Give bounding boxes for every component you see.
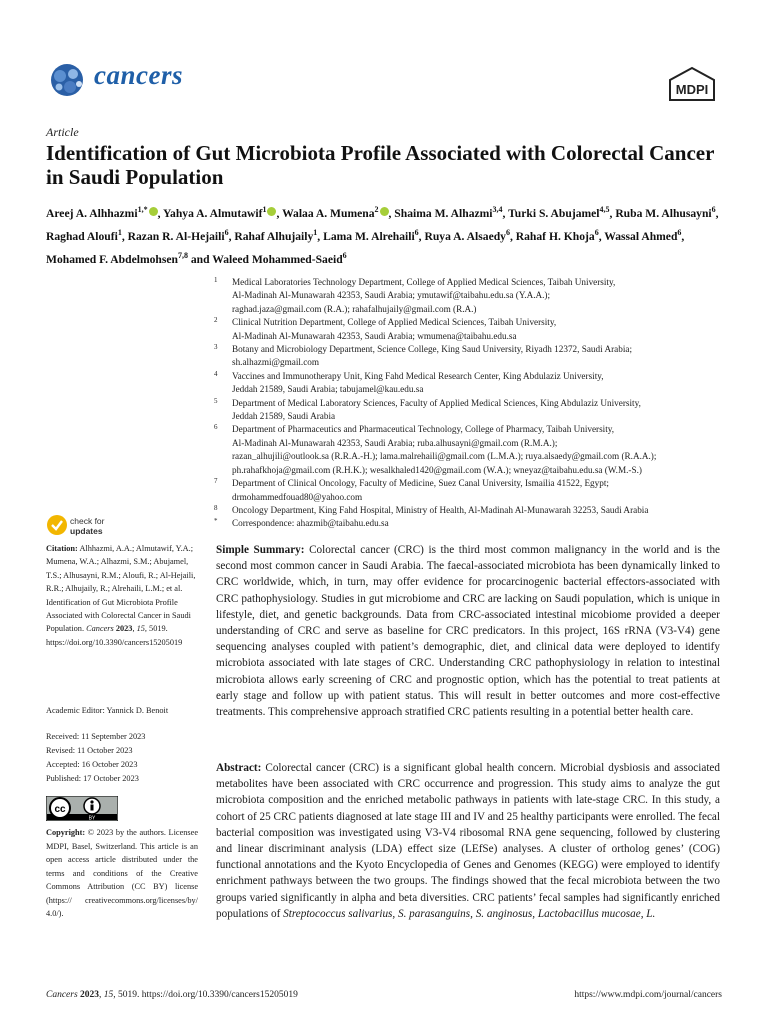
author-affiliation-sup: 6 xyxy=(711,205,716,214)
affiliation-item xyxy=(210,517,730,530)
simple-summary-text: Colorectal cancer (CRC) is the third most common malignancy in the world and is the second most common cancer in Saudi Arabia. The faecal-associated microbiota has been dynamically linked to CRC worldwide, which, in turn, may offer evidence for procarcinogenic bacterial effectors-associated with CRC pathophysiology. Studies in gut microbiome and CRC are lacking on Saudi population, which is unique in lifestyle, diet, and genetic backgrounds. Data from CRC-associated intestinal micobiome provided a deeper understanding of CRC and serve as baseline for CRC predicators. In this project, 16S rRNA (V3-V4) gene sequencing analyses coupled with patient’s demographic, diet, and clinical data were deployed to identify microbiota associated with late stages of CRC. Understanding CRC pathophysiology in relation to intestinal microbiota allows early screening of CRC and prognostic option, which has the potential to treat patients at early stage and follow up with patient status. This will result in better outcomes and more cost-effective treatments. This comprehensive approach stratified CRC patients resulting in a potential better health care. xyxy=(216,544,721,719)
affiliation-line: Al-Madinah Al-Munawarah 42353, Saudi Arabia; wmumena@taibahu.edu.sa xyxy=(232,330,517,341)
affiliation-number: 6 xyxy=(214,423,218,432)
check-for-updates-button[interactable] xyxy=(46,514,116,540)
date-received: Received: 11 September 2023 xyxy=(46,732,146,741)
footer-journal-url[interactable]: https://www.mdpi.com/journal/cancers xyxy=(574,990,722,1000)
affiliation-line: Jeddah 21589, Saudi Arabia xyxy=(232,411,336,422)
author-name: Walaa A. Mumena xyxy=(282,206,375,220)
author-affiliation-sup: 1 xyxy=(313,227,318,237)
author-name: Rahaf H. Khoja xyxy=(515,229,595,243)
affiliation-line: Al-Madinah Al-Munawarah 42353, Saudi Arabia; ruba.alhusayni@gmail.com (R.M.A.); xyxy=(232,437,558,448)
svg-text:BY: BY xyxy=(88,815,96,821)
author-separator: , xyxy=(317,229,324,243)
author-separator: , xyxy=(228,229,235,243)
author-list xyxy=(46,200,736,269)
author-name: Waleed Mohammed-Saeid xyxy=(212,252,343,266)
affiliation-number: 3 xyxy=(214,343,218,352)
author[interactable] xyxy=(515,227,605,243)
check-updates-icon xyxy=(46,514,68,536)
author-name: Shaima M. Alhazmi xyxy=(394,206,493,220)
abstract xyxy=(216,760,720,922)
author-separator: , xyxy=(598,229,605,243)
author[interactable] xyxy=(604,227,685,243)
affiliation-item xyxy=(210,316,730,343)
orcid-icon[interactable] xyxy=(149,207,158,216)
footer-volume: 15 xyxy=(103,990,114,1000)
author-affiliation-sup: 6 xyxy=(505,227,510,237)
footer-year: 2023 xyxy=(80,990,100,1000)
author[interactable] xyxy=(282,207,394,220)
copyright-text: © 2023 by the authors. Licensee MDPI, Basel, Switzerland. This article is an open access article distributed under the terms and conditions of the Creative Commons Attribution (CC BY) license (https:// creativecommons.org/licenses/by/ 4.0/). xyxy=(46,828,199,918)
author-separator: , xyxy=(681,229,685,243)
citation-volume: 15 xyxy=(136,624,145,634)
svg-text:cc: cc xyxy=(54,804,66,815)
copyright-label: Copyright: xyxy=(46,828,86,837)
affiliation-number: 5 xyxy=(214,396,218,405)
author-separator: , xyxy=(276,206,283,220)
journal-name: cancers xyxy=(94,60,183,90)
affiliation-line: Jeddah 21589, Saudi Arabia; tabujamel@kau.edu.sa xyxy=(232,384,424,395)
affiliation-number: 7 xyxy=(214,477,218,486)
author-separator: , xyxy=(502,206,509,220)
cancers-journal-logo xyxy=(46,62,88,98)
author-name: Ruya A. Alsaedy xyxy=(424,229,506,243)
affiliation-line: Medical Laboratories Technology Department, College of Applied Medical Sciences, Taibah University, xyxy=(232,277,616,287)
author[interactable] xyxy=(46,250,213,266)
publication-dates xyxy=(46,730,198,786)
affiliation-line: Oncology Department, King Fahd Hospital, Ministry of Health, Al-Madinah Al-Munawarah 32253, Saudi Arabia xyxy=(232,504,649,515)
author-name: Ruba M. Alhusayni xyxy=(615,206,712,220)
publisher-label: MDPI xyxy=(675,82,709,97)
author-name: Wassal Ahmed xyxy=(604,229,678,243)
author[interactable] xyxy=(212,250,347,266)
affiliation-number: * xyxy=(214,517,218,526)
article-title: Identification of Gut Microbiota Profile Associated with Colorectal Cancer in Saudi Population xyxy=(46,141,715,189)
mdpi-logo xyxy=(666,66,718,102)
author-name: Rahaf Alhujaily xyxy=(234,229,314,243)
author-affiliation-sup: 1,* xyxy=(137,205,148,214)
author-name: Yahya A. Almutawif xyxy=(162,206,263,220)
affiliation-line: Correspondence: ahazmib@taibahu.edu.sa xyxy=(232,518,389,529)
affiliation-item xyxy=(210,397,730,424)
author-affiliation-sup: 6 xyxy=(677,227,682,237)
citation-block: Citation: Alhhazmi, A.A.; Almutawif, Y.A.; Mumena, W.A.; Alhazmi, S.M.; Abujamel, T.S.; Alhusayni, R.M.; Aloufi, R.; Al-Hejaili, R.R.; Alhujaily, R.; Alrehaili, L.M.; et al. Identification of Gut Microbiota Profile Associated with Colorectal Cancer in Saudi Population. Cancers 2023, 15, 5019. https://doi.org/10.3390/cancers15205019 xyxy=(46,544,196,647)
affiliation-line: Clinical Nutrition Department, College of Applied Medical Sciences, Taibah University, xyxy=(232,317,557,328)
affiliation-line: Department of Clinical Oncology, Faculty of Medicine, Suez Canal University, Ismailia 41522, Egypt; xyxy=(232,478,609,489)
author-separator: , xyxy=(157,206,163,220)
author-separator: , xyxy=(418,229,425,243)
affiliation-line: Vaccines and Immunotherapy Unit, King Fahd Medical Research Center, King Abdulaziz University, xyxy=(232,370,604,381)
affiliation-item xyxy=(210,477,730,504)
author[interactable] xyxy=(424,227,516,243)
author-affiliation-sup: 3,4 xyxy=(492,205,503,214)
affiliation-line: Department of Pharmaceutics and Pharmaceutical Technology, College of Pharmacy, Taibah University, xyxy=(232,424,615,435)
abstract-text: Colorectal cancer (CRC) is a significant global health concern. Microbial dysbiosis and associated metabolites have been associated with CRC occurrence and progression. This study aims to analyze the gut microbiota composition and the enriched metabolic pathways in patients with late-stage CRC. In this study, a cohort of 25 CRC patients diagnosed at late stage III and IV and 25 healthy participants were enrolled. The fecal bacterial composition was investigated using V3-V4 ribosomal RNA gene sequencing, followed by clustering and linear discriminant analysis (LDA) effect size (LEfSe) analyses. A cluster of ortholog genes’ (COG) functional annotations and the Kyoto Encyclopedia of Genes and Genomes (KEGG) were employed to identify enrichment pathways between the two groups. The findings showed that the fecal microbiota between the two groups varied significantly in alpha and beta diversities. CRC patients’ fecal samples had significantly enriched populations of xyxy=(216,762,720,920)
affiliation-item xyxy=(210,343,730,370)
affiliation-line: razan_alhujili@outlook.sa (R.R.A.-H.); lama.malrehaili@gmail.com (L.M.A.); ruya.alsaedy@gmail.com (R.A.A.); xyxy=(232,451,657,462)
author-affiliation-sup: 6 xyxy=(224,227,229,237)
author-affiliation-sup: 7,8 xyxy=(177,250,188,260)
abstract-label: Abstract: xyxy=(216,762,262,774)
affiliation-item xyxy=(210,423,730,477)
author[interactable] xyxy=(508,207,615,220)
check-updates-line2: updates xyxy=(70,526,103,536)
author-separator: and xyxy=(187,252,213,266)
author-affiliation-sup: 6 xyxy=(414,227,419,237)
author[interactable] xyxy=(127,227,235,243)
check-updates-line1: check for xyxy=(70,516,105,526)
author-separator: , xyxy=(388,206,395,220)
date-published: Published: 17 October 2023 xyxy=(46,774,139,783)
author-affiliation-sup: 6 xyxy=(342,250,347,260)
academic-editor: Academic Editor: Yannick D. Benoit xyxy=(46,706,169,715)
affiliations xyxy=(210,276,730,531)
author-affiliation-sup: 2 xyxy=(374,205,379,214)
author-affiliation-sup: 1 xyxy=(117,227,122,237)
author-affiliation-sup: 4,5 xyxy=(599,205,610,214)
author[interactable] xyxy=(163,207,282,220)
affiliation-line: drmohammedfouad80@yahoo.com xyxy=(232,491,363,502)
orcid-icon[interactable] xyxy=(380,207,389,216)
author[interactable] xyxy=(234,227,324,243)
affiliation-number: 4 xyxy=(214,369,218,378)
author-affiliation-sup: 6 xyxy=(594,227,599,237)
abstract-species: Streptococcus salivarius, S. parasanguins, S. anginosus, Lactobacillus mucosae, L. xyxy=(283,907,656,920)
author[interactable] xyxy=(46,227,128,243)
author-separator: , xyxy=(121,229,128,243)
affiliation-line: Al-Madinah Al-Munawarah 42353, Saudi Arabia; ymutawif@taibahu.edu.sa (Y.A.A.); xyxy=(232,290,551,301)
affiliation-number: 1 xyxy=(214,276,218,284)
affiliation-number: 2 xyxy=(214,316,218,325)
affiliation-item xyxy=(210,370,730,397)
author-affiliation-sup: 1 xyxy=(262,205,267,214)
author-name: Lama M. Alrehaili xyxy=(323,229,415,243)
affiliation-line: Botany and Microbiology Department, Science College, King Saud University, Riyadh 12372, Saudi Arabia; xyxy=(232,344,633,355)
author-name: Areej A. Alhhazmi xyxy=(46,206,138,220)
citation-label: Citation: xyxy=(46,544,78,553)
affiliation-item xyxy=(210,276,730,316)
author[interactable] xyxy=(46,207,163,220)
author-name: Mohamed F. Abdelmohsen xyxy=(46,252,178,266)
citation-journal: Cancers xyxy=(86,624,114,634)
author[interactable] xyxy=(615,207,718,220)
citation-doi[interactable]: , 5019. https://doi.org/10.3390/cancers15205019 xyxy=(46,624,183,647)
affiliation-line: sh.alhazmi@gmail.com xyxy=(232,357,320,368)
author-name: Turki S. Abujamel xyxy=(508,206,600,220)
author-separator: , xyxy=(609,206,616,220)
cc-by-license-badge[interactable] xyxy=(46,796,118,821)
date-accepted: Accepted: 16 October 2023 xyxy=(46,760,138,769)
article-type: Article xyxy=(46,125,79,139)
author-name: Razan R. Al-Hejaili xyxy=(127,229,225,243)
citation-year: 2023 xyxy=(115,624,133,634)
citation-text: Alhhazmi, A.A.; Almutawif, Y.A.; Mumena, W.A.; Alhazmi, S.M.; Abujamel, T.S.; Alhusayni, R.M.; Aloufi, R.; Al-Hejaili, R.R.; Alhujaily, R.; Alrehaili, L.M.; et al. Identification of Gut Microbiota Profile Associated with Colorectal Cancer in Saudi Population. xyxy=(46,544,196,634)
footer-journal: Cancers xyxy=(46,990,78,1000)
simple-summary xyxy=(216,542,720,720)
footer-citation: Cancers 2023, 15, 5019. https://doi.org/10.3390/cancers15205019 xyxy=(46,990,298,1000)
affiliation-line: ph.rahafkhoja@gmail.com (R.H.K.); wesalkhaled1420@gmail.com (W.A.); wneyaz@taibahu.edu.sa (W.M.-S.) xyxy=(232,464,642,475)
author-name: Raghad Aloufi xyxy=(46,229,118,243)
affiliation-line: Department of Medical Laboratory Sciences, Faculty of Applied Medical Sciences, King Abdulaziz University, xyxy=(232,397,641,408)
footer-doi[interactable]: , 5019. https://doi.org/10.3390/cancers15205019 xyxy=(113,990,298,1000)
author[interactable] xyxy=(323,227,425,243)
author-separator: , xyxy=(715,206,719,220)
affiliation-number: 8 xyxy=(214,503,218,512)
author[interactable] xyxy=(394,207,508,220)
simple-summary-label: Simple Summary: xyxy=(216,544,305,556)
affiliation-line: raghad.jaza@gmail.com (R.A.); rahafalhujaily@gmail.com (R.A.) xyxy=(232,303,477,314)
date-revised: Revised: 11 October 2023 xyxy=(46,746,133,755)
author-separator: , xyxy=(509,229,516,243)
copyright-notice xyxy=(46,826,198,921)
affiliation-item xyxy=(210,504,730,517)
